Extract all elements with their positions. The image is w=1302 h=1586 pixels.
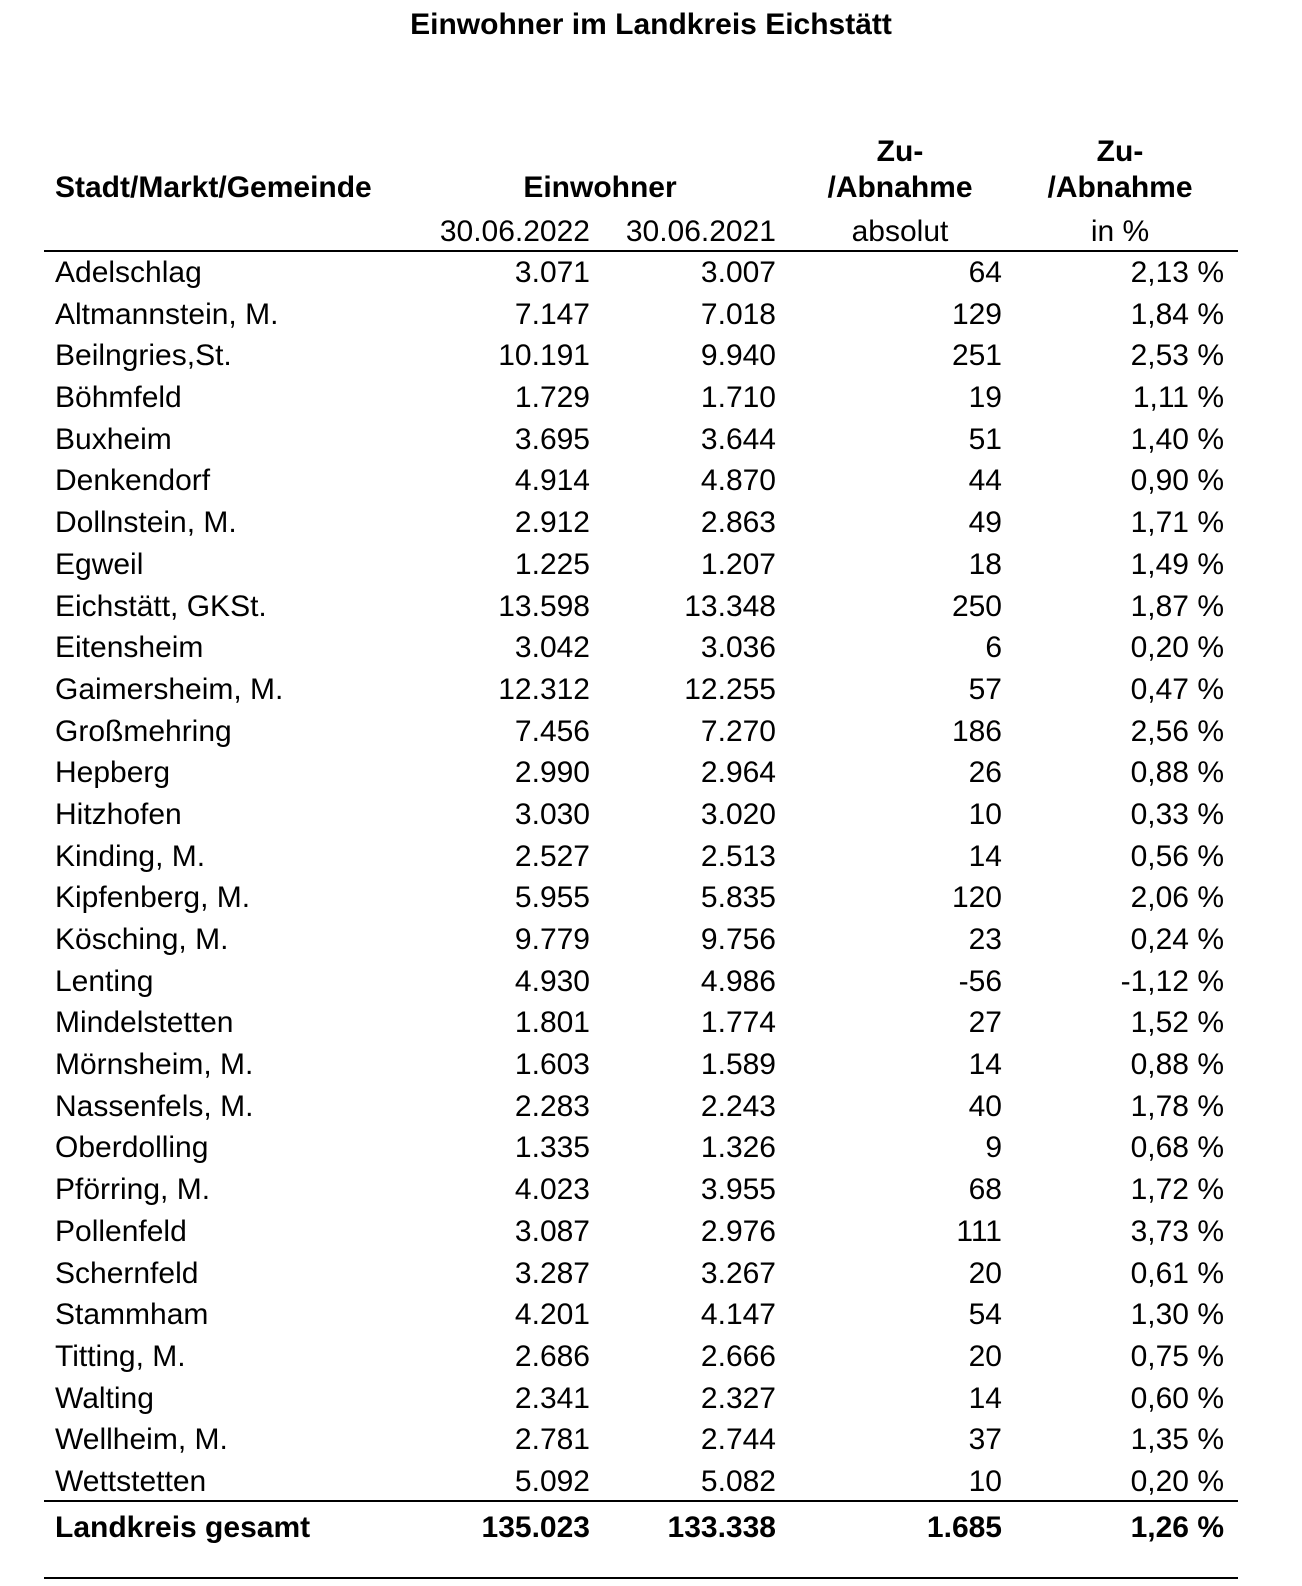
row-name: Hepberg <box>55 756 171 790</box>
row-name: Kinding, M. <box>55 839 206 873</box>
row-2021: 1.589 <box>700 1048 776 1082</box>
row-2022: 2.686 <box>514 1339 590 1373</box>
row-pct: 0,33 % <box>1130 797 1224 831</box>
row-name: Oberdolling <box>55 1131 209 1165</box>
row-name: Eichstätt, GKSt. <box>55 589 267 623</box>
row-pct: 0,61 % <box>1130 1256 1224 1290</box>
row-2022: 4.930 <box>514 964 590 998</box>
row-name: Buxheim <box>55 422 172 456</box>
row-2022: 9.779 <box>514 923 590 956</box>
row-2021: 4.870 <box>700 464 776 498</box>
row-name: Dollnstein, M. <box>55 506 237 540</box>
row-2021: 1.710 <box>700 381 776 415</box>
row-name: Pollenfeld <box>55 1214 187 1248</box>
header-pct-sub: in % <box>1090 215 1150 248</box>
row-2021: 2.243 <box>700 1089 776 1123</box>
row-abs: 14 <box>968 1381 1002 1415</box>
row-2021: 4.986 <box>700 964 776 998</box>
total-2021: 133.338 <box>667 1511 776 1544</box>
row-2021: 5.835 <box>700 881 776 915</box>
row-2022: 12.312 <box>498 672 590 706</box>
row-pct: 0,47 % <box>1130 672 1224 706</box>
header-name: Stadt/Markt/Gemeinde <box>55 171 372 204</box>
row-2022: 10.191 <box>498 339 590 373</box>
row-pct: 0,90 % <box>1130 464 1224 498</box>
row-2022: 1.225 <box>514 547 590 581</box>
row-2022: 7.147 <box>514 297 590 331</box>
row-2021: 9.756 <box>700 923 776 956</box>
row-2021: 3.007 <box>700 256 776 289</box>
row-2022: 1.335 <box>514 1131 590 1165</box>
bottom-rule <box>44 1577 1238 1579</box>
row-name: Lenting <box>55 964 154 998</box>
row-2021: 1.207 <box>700 547 776 581</box>
row-2022: 1.801 <box>514 1006 590 1040</box>
header-abs-line2: /Abnahme <box>827 171 973 204</box>
row-abs: 18 <box>968 547 1002 581</box>
row-abs: 23 <box>968 923 1002 956</box>
row-pct: 1,11 % <box>1132 381 1224 415</box>
table-row <box>0 752 1302 794</box>
row-2022: 2.283 <box>514 1089 590 1123</box>
row-abs: 129 <box>951 297 1002 331</box>
row-name: Hitzhofen <box>55 797 182 831</box>
row-abs: 37 <box>968 1423 1002 1457</box>
row-abs: 54 <box>968 1298 1002 1332</box>
row-2021: 12.255 <box>684 672 776 706</box>
total-abs: 1.685 <box>926 1511 1002 1544</box>
row-abs: 19 <box>968 381 1002 415</box>
row-abs: 14 <box>968 839 1002 873</box>
table-row <box>0 711 1302 753</box>
row-2021: 9.940 <box>700 339 776 373</box>
header-pct-line2: /Abnahme <box>1047 171 1193 204</box>
table-row <box>0 1294 1302 1336</box>
row-2022: 2.990 <box>514 756 590 790</box>
row-2022: 2.781 <box>514 1423 590 1457</box>
row-pct: 1,71 % <box>1130 506 1224 540</box>
row-abs: 68 <box>968 1173 1002 1207</box>
table-row <box>0 1253 1302 1295</box>
row-2021: 2.744 <box>700 1423 776 1457</box>
row-name: Walting <box>55 1381 154 1415</box>
page-title: Einwohner im Landkreis Eichstätt <box>410 8 892 41</box>
table-row <box>0 794 1302 836</box>
row-abs: 27 <box>968 1006 1002 1040</box>
row-name: Titting, M. <box>55 1339 186 1373</box>
row-abs: -56 <box>958 964 1002 998</box>
row-abs: 26 <box>968 756 1002 790</box>
table-row <box>0 252 1302 294</box>
row-2021: 2.964 <box>700 756 776 790</box>
row-pct: 0,68 % <box>1130 1131 1224 1165</box>
row-2021: 4.147 <box>700 1298 776 1332</box>
row-name: Kösching, M. <box>55 923 229 956</box>
row-2022: 1.729 <box>514 381 590 415</box>
row-name: Pförring, M. <box>55 1173 211 1207</box>
row-name: Beilngries,St. <box>55 339 232 373</box>
row-name: Großmehring <box>55 714 232 748</box>
row-2022: 4.023 <box>514 1173 590 1207</box>
row-abs: 9 <box>985 1131 1002 1165</box>
row-name: Böhmfeld <box>55 381 182 415</box>
table-row <box>0 877 1302 919</box>
table-row <box>0 836 1302 878</box>
row-pct: 0,75 % <box>1130 1339 1224 1373</box>
row-2022: 4.201 <box>514 1298 590 1332</box>
row-2021: 2.976 <box>700 1214 776 1248</box>
table-body <box>0 252 1302 1503</box>
row-2022: 2.341 <box>514 1381 590 1415</box>
row-2021: 2.513 <box>700 839 776 873</box>
row-abs: 186 <box>951 714 1002 748</box>
row-name: Wellheim, M. <box>55 1423 228 1457</box>
row-pct: 0,56 % <box>1130 839 1224 873</box>
row-2022: 5.092 <box>514 1464 590 1498</box>
row-name: Denkendorf <box>55 464 211 498</box>
total-row <box>0 1506 1302 1550</box>
table-row <box>0 1378 1302 1420</box>
header-pct-line1: Zu- <box>1096 135 1144 168</box>
row-abs: 111 <box>956 1214 1002 1248</box>
row-2021: 7.270 <box>700 714 776 748</box>
row-abs: 14 <box>968 1048 1002 1082</box>
row-2021: 1.774 <box>700 1006 776 1040</box>
row-abs: 20 <box>968 1256 1002 1290</box>
row-pct: 2,06 % <box>1130 881 1224 915</box>
row-pct: 1,72 % <box>1130 1173 1224 1207</box>
table-row <box>0 627 1302 669</box>
row-name: Adelschlag <box>55 256 202 289</box>
row-2021: 3.955 <box>700 1173 776 1207</box>
table-row <box>0 294 1302 336</box>
row-name: Mörnsheim, M. <box>55 1048 254 1082</box>
row-pct: 0,60 % <box>1130 1381 1224 1415</box>
header-date-2022: 30.06.2022 <box>439 215 590 248</box>
row-pct: 0,88 % <box>1130 1048 1224 1082</box>
row-pct: 1,52 % <box>1130 1006 1224 1040</box>
row-2022: 2.912 <box>514 506 590 540</box>
row-2021: 3.020 <box>700 797 776 831</box>
row-pct: 1,40 % <box>1130 422 1224 456</box>
table-row <box>0 377 1302 419</box>
row-2022: 3.030 <box>514 797 590 831</box>
row-2021: 3.267 <box>700 1256 776 1290</box>
total-pct: 1,26 % <box>1130 1511 1224 1544</box>
row-pct: 2,56 % <box>1130 714 1224 748</box>
header-abs-sub: absolut <box>851 215 949 248</box>
table-row <box>0 669 1302 711</box>
row-pct: 3,73 % <box>1130 1214 1224 1248</box>
table-row <box>0 1044 1302 1086</box>
row-pct: 2,53 % <box>1130 339 1224 373</box>
row-2022: 3.087 <box>514 1214 590 1248</box>
row-name: Mindelstetten <box>55 1006 234 1040</box>
row-pct: 1,35 % <box>1130 1423 1224 1457</box>
header-einwohner: Einwohner <box>523 171 677 204</box>
table-row <box>0 1127 1302 1169</box>
row-abs: 20 <box>968 1339 1002 1373</box>
table-row <box>0 1086 1302 1128</box>
table-row <box>0 1336 1302 1378</box>
row-2021: 3.644 <box>700 422 776 456</box>
row-pct: 1,30 % <box>1130 1298 1224 1332</box>
row-2022: 3.287 <box>514 1256 590 1290</box>
row-name: Stammham <box>55 1298 209 1332</box>
row-pct: 1,87 % <box>1130 589 1224 623</box>
row-name: Schernfeld <box>55 1256 199 1290</box>
row-pct: 1,78 % <box>1130 1089 1224 1123</box>
row-abs: 10 <box>968 1464 1002 1498</box>
row-2021: 5.082 <box>700 1464 776 1498</box>
row-2022: 3.695 <box>514 422 590 456</box>
row-2021: 7.018 <box>700 297 776 331</box>
total-2022: 135.023 <box>481 1511 590 1544</box>
row-2021: 1.326 <box>700 1131 776 1165</box>
table-row <box>0 335 1302 377</box>
table-row <box>0 1419 1302 1461</box>
table-row <box>0 586 1302 628</box>
header-abs-line1: Zu- <box>876 135 924 168</box>
row-name: Nassenfels, M. <box>55 1089 254 1123</box>
row-2022: 4.914 <box>514 464 590 498</box>
row-pct: 1,49 % <box>1130 547 1224 581</box>
row-abs: 57 <box>968 672 1002 706</box>
table-row <box>0 502 1302 544</box>
row-pct: 2,13 % <box>1130 256 1224 289</box>
header-date-2021: 30.06.2021 <box>625 215 776 248</box>
row-pct: -1,12 % <box>1120 964 1224 998</box>
table-row <box>0 1461 1302 1503</box>
table-row <box>0 1211 1302 1253</box>
row-name: Eitensheim <box>55 631 204 665</box>
table-row <box>0 419 1302 461</box>
row-2022: 2.527 <box>514 839 590 873</box>
row-abs: 6 <box>985 631 1002 665</box>
row-pct: 0,88 % <box>1130 756 1224 790</box>
row-pct: 0,20 % <box>1130 631 1224 665</box>
table-row <box>0 1169 1302 1211</box>
row-abs: 251 <box>951 339 1002 373</box>
row-2021: 3.036 <box>700 631 776 665</box>
row-2021: 2.863 <box>700 506 776 540</box>
table-row <box>0 961 1302 1003</box>
row-abs: 49 <box>968 506 1002 540</box>
table-row <box>0 919 1302 961</box>
row-abs: 51 <box>968 422 1002 456</box>
total-name: Landkreis gesamt <box>55 1511 311 1544</box>
row-pct: 0,24 % <box>1130 923 1224 956</box>
table-row <box>0 544 1302 586</box>
row-pct: 0,20 % <box>1130 1464 1224 1498</box>
row-abs: 250 <box>951 589 1002 623</box>
row-abs: 120 <box>951 881 1002 915</box>
row-2022: 3.042 <box>514 631 590 665</box>
row-2021: 2.327 <box>700 1381 776 1415</box>
row-2022: 1.603 <box>514 1048 590 1082</box>
row-2022: 5.955 <box>514 881 590 915</box>
row-name: Altmannstein, M. <box>55 297 279 331</box>
row-abs: 44 <box>968 464 1002 498</box>
row-2022: 7.456 <box>514 714 590 748</box>
row-name: Gaimersheim, M. <box>55 672 284 706</box>
table-row <box>0 460 1302 502</box>
row-name: Egweil <box>55 547 144 581</box>
row-name: Kipfenberg, M. <box>55 881 251 915</box>
row-2022: 3.071 <box>514 256 590 289</box>
row-abs: 64 <box>968 256 1002 289</box>
row-2021: 13.348 <box>684 589 776 623</box>
total-rule <box>44 1500 1238 1502</box>
row-2021: 2.666 <box>700 1339 776 1373</box>
table-row <box>0 1002 1302 1044</box>
row-abs: 10 <box>968 797 1002 831</box>
row-pct: 1,84 % <box>1130 297 1224 331</box>
row-name: Wettstetten <box>55 1464 207 1498</box>
row-abs: 40 <box>968 1089 1002 1123</box>
row-2022: 13.598 <box>498 589 590 623</box>
